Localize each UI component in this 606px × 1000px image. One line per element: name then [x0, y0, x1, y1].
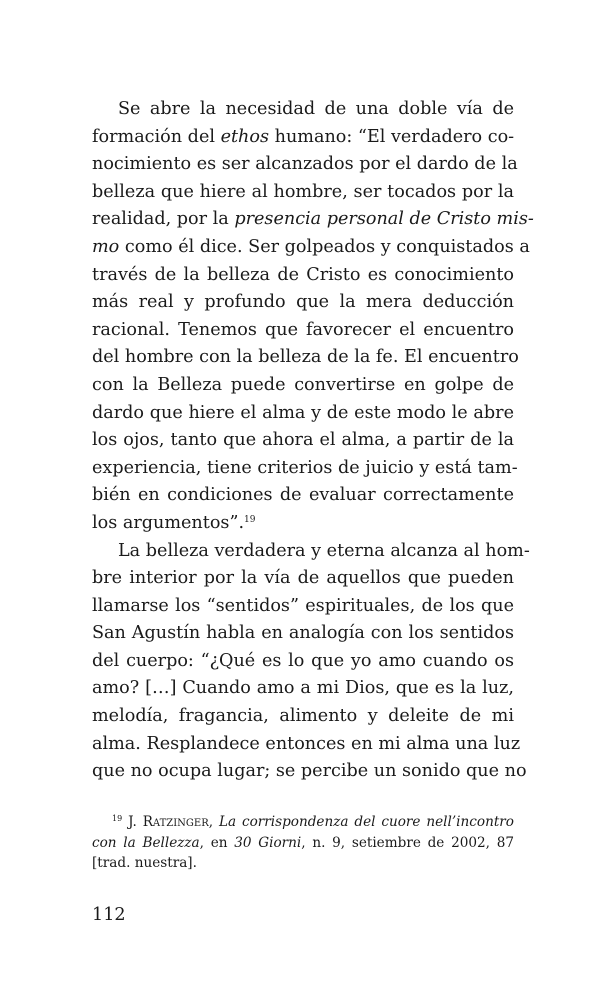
text-run: con la Belleza puede convertirse en golpe de	[92, 374, 514, 395]
text-run: San Agustín habla en analogía con los sentidos	[92, 623, 514, 644]
italic-text: mo	[92, 236, 120, 257]
text-run: alma. Resplandece entonces en mi alma una luz	[92, 733, 521, 754]
footnote-line	[92, 833, 514, 854]
text-line	[92, 317, 514, 345]
text-run: humano: “El verdadero co-	[269, 126, 515, 147]
text-run: [trad. nuestra].	[92, 855, 197, 871]
text-run: belleza que hiere al hombre, ser tocados por la	[92, 181, 514, 202]
text-line	[92, 731, 521, 759]
text-line	[92, 289, 514, 317]
text-line	[92, 675, 514, 703]
italic-text: 30 Giorni	[234, 834, 302, 851]
text-run: bre interior por la vía de aquellos que pueden	[92, 568, 514, 589]
text-line	[92, 648, 514, 676]
text-line	[92, 151, 518, 179]
text-run: formación del	[92, 126, 221, 147]
text-run: nocimiento es ser alcanzados por el dardo de la	[92, 154, 518, 175]
text-run: como él dice. Ser golpeados y conquistados a	[119, 236, 530, 257]
text-line	[92, 538, 530, 566]
text-line	[92, 427, 514, 455]
text-line	[92, 510, 514, 538]
text-line	[92, 206, 534, 234]
text-run: , en	[199, 834, 235, 851]
text-line	[92, 344, 519, 372]
text-run: La belleza verdadera y eterna alcanza al hom-	[118, 540, 530, 561]
text-line	[92, 234, 530, 262]
text-run: Ratzinger	[142, 814, 209, 830]
italic-text: con la Bellezza	[92, 834, 200, 851]
paragraph-2	[92, 538, 530, 786]
text-line	[92, 372, 514, 400]
text-run: dardo que hiere el alma y de este modo le abre	[92, 402, 514, 423]
text-line	[92, 703, 514, 731]
italic-text: La corrispondenza del cuore nell’incontro	[218, 814, 514, 830]
text-run: que no ocupa lugar; se percibe un sonido que no	[92, 761, 527, 782]
text-run: través de la belleza de Cristo es conocimiento	[92, 264, 514, 285]
text-line	[92, 593, 514, 621]
text-run: bién en condiciones de evaluar correctamente	[92, 485, 514, 506]
italic-text: ethos	[220, 126, 270, 147]
paragraph-1	[92, 96, 534, 538]
text-line	[92, 124, 514, 152]
footnote	[92, 812, 514, 874]
text-line	[92, 96, 514, 124]
text-line	[92, 179, 514, 207]
text-run: melodía, fragancia, alimento y deleite de mi	[92, 706, 514, 727]
body-text	[92, 96, 534, 786]
text-line	[92, 565, 514, 593]
text-line	[92, 620, 514, 648]
text-line	[92, 455, 518, 483]
text-run: amo? […] Cuando amo a mi Dios, que es la luz,	[92, 678, 514, 699]
italic-text: presencia personal de Cristo mis-	[234, 209, 534, 230]
text-run: Se abre la necesidad de una doble vía de	[118, 99, 514, 119]
text-line	[92, 758, 527, 786]
footnote-number: 19	[112, 814, 123, 823]
text-run: más real y profundo que la mera deducción	[92, 292, 514, 313]
text-line	[92, 482, 514, 510]
text-run: llamarse los “sentidos” espirituales, de los que	[92, 595, 514, 616]
text-run: del cuerpo: “¿Qué es lo que yo amo cuando os	[92, 650, 514, 671]
text-run: experiencia, tiene criterios de juicio y está tam-	[92, 457, 518, 478]
footnote-line	[92, 853, 514, 874]
footnote-line	[92, 812, 514, 833]
text-line	[92, 262, 514, 290]
text-run: ,	[208, 814, 219, 830]
text-run: los argumentos”.	[92, 512, 245, 533]
text-run: los ojos, tanto que ahora el alma, a partir de la	[92, 430, 514, 451]
page-number: 112	[92, 905, 126, 925]
text-run: , n. 9, setiembre de 2002, 87	[301, 834, 515, 851]
footnote-reference: 19	[244, 514, 256, 525]
text-line	[92, 400, 514, 428]
text-run: realidad, por la	[92, 209, 235, 230]
text-run: del hombre con la belleza de la fe. El encuentro	[92, 347, 519, 368]
text-run: J.	[128, 814, 143, 830]
text-run: racional. Tenemos que favorecer el encuentro	[92, 319, 514, 340]
